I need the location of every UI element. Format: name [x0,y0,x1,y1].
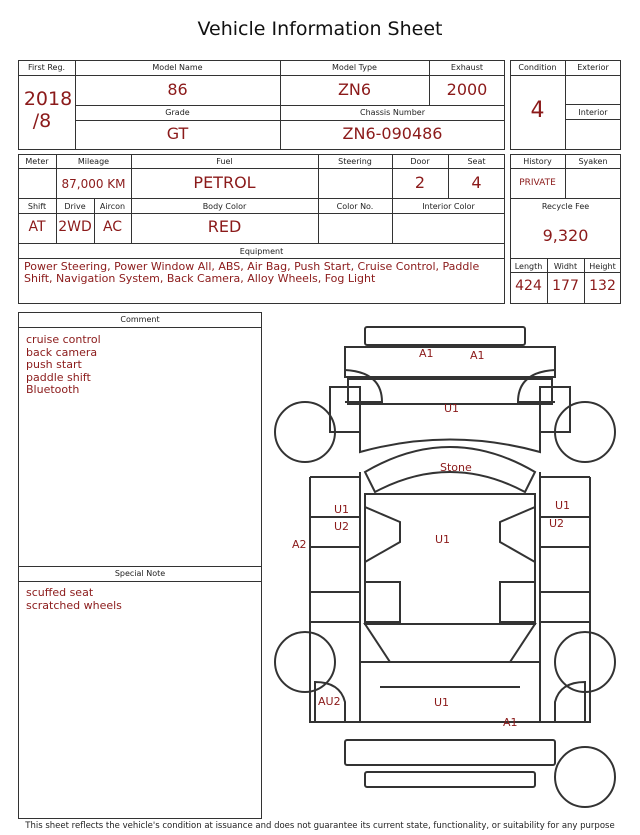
body-right [540,472,590,592]
special-note-label: Special Note [114,569,166,578]
height-label: Height [589,262,616,271]
model-type-value: ZN6 [337,80,372,99]
recycle-fee-label: Recycle Fee [541,202,590,211]
shift-label: Shift [27,202,47,211]
damage-mark-u1-trunk: U1 [434,696,450,709]
comment-label: Comment [120,315,160,324]
equipment-label: Equipment [239,247,284,256]
seat-label: Seat [467,157,486,166]
damage-mark-u2-left-door: U2 [334,520,350,533]
first-reg-month: /8 [32,110,52,132]
damage-mark-stone: Stone [440,461,472,474]
width-label: Widht [553,262,578,271]
rear-fender-right [540,622,590,722]
meter-label: Meter [25,157,49,166]
roof-detail-right [500,507,535,562]
hood [348,379,552,404]
mileage-value: 87,000 KM [61,177,126,191]
page-title: Vehicle Information Sheet [197,18,443,40]
first-reg-year: 2018 [23,88,73,110]
chassis-number-value: ZN6-090486 [342,124,443,143]
rear-bumper [345,740,555,765]
seat-value: 4 [471,173,482,192]
exterior-label: Exterior [577,63,609,72]
drive-label: Drive [64,202,86,211]
drive-value: 2WD [58,219,92,235]
comment-item: Bluetooth [26,383,80,396]
body-color-value: RED [207,217,242,236]
exhaust-value: 2000 [446,80,488,99]
model-name-label: Model Name [152,63,203,72]
roof-detail-left [365,507,400,562]
damage-mark-u1-right-door: U1 [555,499,571,512]
history-value: PRIVATE [519,178,556,188]
damage-mark-a2-left: A2 [292,538,307,551]
height-value: 132 [589,278,616,294]
comment-item: push start [26,358,82,371]
spare-wheel [555,747,615,807]
interior-label: Interior [578,108,608,117]
syaken-label: Syaken [578,157,608,166]
comment-list [26,334,256,397]
door-value: 2 [414,173,426,192]
condition-value: 4 [530,98,545,123]
comment-item: paddle shift [26,370,91,384]
front-nose [345,347,555,377]
comment-item: cruise control [26,333,101,346]
width-value: 177 [552,278,579,294]
interior-color-label: Interior Color [422,202,475,211]
comment-item: back camera [26,345,98,359]
history-label: History [523,157,552,166]
chassis-number-label: Chassis Number [360,108,425,117]
length-value: 424 [515,278,542,294]
special-note-item: scuffed seat [26,586,94,599]
shift-value: AT [28,219,46,235]
grade-label: Grade [165,108,190,117]
color-no-label: Color No. [336,202,374,211]
door-right-inner [500,582,535,622]
roof [365,494,535,624]
wheel-front-left [275,402,335,462]
door-left-inner [365,582,400,622]
damage-mark-a1-right: A1 [470,349,485,362]
rear-window [365,624,535,662]
side-left [310,477,360,622]
exhaust-label: Exhaust [450,63,484,72]
steering-label: Steering [338,157,372,166]
recycle-fee-value: 9,320 [542,226,589,245]
fuel-label: Fuel [216,157,233,166]
rear-skirt [365,772,535,787]
damage-mark-a1-left: A1 [419,347,434,360]
body-color-label: Body Color [202,202,247,211]
fuel-value: PETROL [193,173,256,192]
door-label: Door [410,157,430,166]
wheel-rear-left [275,632,335,692]
damage-mark-u2-right-door: U2 [549,517,565,530]
special-note-list [26,587,256,612]
damage-mark-au2-rear-left: AU2 [318,695,341,708]
vehicle-damage-diagram [270,322,630,822]
mileage-label: Mileage [77,157,110,166]
disclaimer-footer: This sheet reflects the vehicle's condition at issuance and does not guarantee its current state, functionality, or suitability for any purpose [25,821,615,831]
damage-mark-u1-roof: U1 [435,533,451,546]
aircon-label: Aircon [99,202,126,211]
special-note-item: scratched wheels [26,598,122,612]
damage-mark-a1-rear-right: A1 [503,716,518,729]
length-label: Length [514,262,543,271]
front-bumper [365,327,525,345]
first-reg-label: First Reg. [27,63,66,72]
aircon-value: AC [102,219,123,235]
equipment-value: Power Steering, Power Window All, ABS, Air Bag, Push Start, Cruise Control, Paddle Shift, Navigation System, Back Camera, Alloy Wheels, Fog Light [24,260,480,285]
damage-mark-u1-hood: U1 [444,402,460,415]
condition-label: Condition [518,63,557,72]
model-name-value: 86 [167,80,188,99]
model-type-label: Model Type [332,63,377,72]
damage-mark-u1-left-door: U1 [334,503,350,516]
grade-value: GT [166,124,189,143]
trunk [360,662,540,722]
